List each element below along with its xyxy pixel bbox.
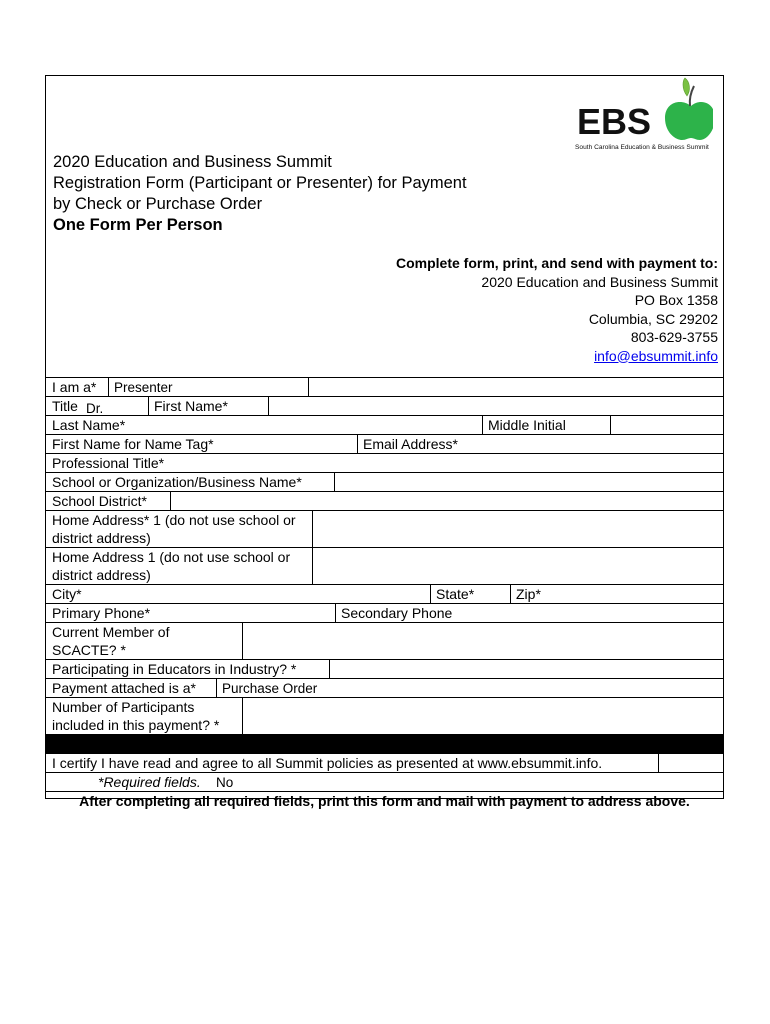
name-tag-field[interactable] xyxy=(256,435,357,453)
professional-title-field[interactable] xyxy=(226,454,723,472)
zip-label: Zip* xyxy=(516,586,541,602)
title-label: Title xyxy=(52,398,78,414)
apple-icon xyxy=(665,78,713,140)
participants-label: Number of Participants included in this payment? * xyxy=(52,699,220,733)
city-field[interactable] xyxy=(126,585,430,603)
row-required-note xyxy=(46,773,723,792)
footer-instruction: After completing all required fields, print this form and mail with payment to address above. xyxy=(79,793,690,809)
row-last-name xyxy=(46,416,723,435)
role-label: I am a* xyxy=(52,379,97,395)
home-address-field[interactable] xyxy=(312,548,723,584)
school-org-label: School or Organization/Business Name* xyxy=(52,474,302,490)
participants-field[interactable] xyxy=(242,698,723,734)
row-role xyxy=(46,378,723,397)
email-field[interactable] xyxy=(487,435,723,453)
first-name-label: First Name* xyxy=(154,398,228,414)
email-label: Email Address* xyxy=(363,436,458,452)
title-line-2: Registration Form (Participant or Presenter) for Payment xyxy=(53,174,467,192)
title-line-1: 2020 Education and Business Summit xyxy=(53,153,332,171)
title-line-3: by Check or Purchase Order xyxy=(53,195,263,213)
professional-title-label: Professional Title* xyxy=(52,455,165,471)
payment-select[interactable]: Purchase Order xyxy=(222,681,318,696)
zip-field[interactable] xyxy=(590,585,723,603)
first-name-field[interactable] xyxy=(268,397,723,415)
row-home-address xyxy=(46,548,723,585)
row-city-state-zip xyxy=(46,585,723,604)
certify-checkbox[interactable] xyxy=(658,754,723,772)
name-tag-label: First Name for Name Tag* xyxy=(52,436,214,452)
secondary-phone-label: Secondary Phone xyxy=(341,605,453,621)
school-district-label: School District* xyxy=(52,493,147,509)
ebs-logo-graphic xyxy=(553,76,713,156)
last-name-field[interactable] xyxy=(166,416,482,434)
row-title-first-name xyxy=(46,397,723,416)
mailing-email-link[interactable]: info@ebsummit.info xyxy=(594,347,718,364)
title-select[interactable]: Dr. xyxy=(86,401,104,415)
row-professional-title xyxy=(46,454,723,473)
row-certify xyxy=(46,754,723,773)
ebs-logo xyxy=(553,76,713,156)
city-label: City* xyxy=(52,586,82,602)
row-school-org xyxy=(46,473,723,492)
scacte-label: Current Member of SCACTE? * xyxy=(52,624,170,658)
middle-initial-label: Middle Initial xyxy=(488,417,566,433)
mailing-address xyxy=(396,254,718,365)
mailing-city: Columbia, SC 29202 xyxy=(588,310,718,327)
logo-text: EBS xyxy=(577,101,652,142)
title-line-4: One Form Per Person xyxy=(53,216,223,234)
row-participants xyxy=(46,698,723,735)
registration-table xyxy=(46,377,723,810)
mailing-phone: 803-629-3755 xyxy=(630,329,718,345)
section-divider-bar xyxy=(46,735,723,754)
school-district-field[interactable] xyxy=(170,492,723,510)
role-select[interactable]: Presenter xyxy=(114,380,173,395)
row-name-tag-email xyxy=(46,435,723,454)
home-address-required-field[interactable] xyxy=(312,511,723,547)
primary-phone-field[interactable] xyxy=(206,604,335,622)
mailing-instruction: Complete form, print, and send with payment to: xyxy=(395,255,718,271)
educators-industry-select[interactable] xyxy=(329,660,723,678)
row-educators-industry xyxy=(46,660,723,679)
row-home-address-required xyxy=(46,511,723,548)
registration-form-page xyxy=(45,75,724,809)
row-footer-instruction xyxy=(46,792,723,810)
row-school-district xyxy=(46,492,723,511)
school-org-field[interactable] xyxy=(334,473,723,491)
last-name-label: Last Name* xyxy=(52,417,126,433)
row-scacte xyxy=(46,623,723,660)
mailing-org: 2020 Education and Business Summit xyxy=(481,273,718,290)
primary-phone-label: Primary Phone* xyxy=(52,605,151,621)
educators-industry-label: Participating in Educators in Industry? * xyxy=(52,661,297,677)
mailing-po-box: PO Box 1358 xyxy=(634,292,718,308)
payment-label: Payment attached is a* xyxy=(52,680,196,696)
state-label: State* xyxy=(436,586,475,602)
row-phones xyxy=(46,604,723,623)
certify-label: I certify I have read and agree to all Summit policies as presented at www.ebsummit.info. xyxy=(52,755,603,771)
home-address-required-label: Home Address* 1 (do not use school or district address) xyxy=(52,512,296,546)
scacte-select[interactable] xyxy=(242,623,723,659)
row-payment xyxy=(46,679,723,698)
form-title xyxy=(53,152,467,236)
required-fields-note: *Required fields. xyxy=(98,774,201,790)
secondary-phone-field[interactable] xyxy=(475,604,723,622)
certify-value[interactable]: No xyxy=(216,775,234,790)
logo-tagline: South Carolina Education & Business Summit xyxy=(575,144,709,151)
middle-initial-field[interactable] xyxy=(610,416,723,434)
home-address-label: Home Address 1 (do not use school or district address) xyxy=(52,549,291,583)
